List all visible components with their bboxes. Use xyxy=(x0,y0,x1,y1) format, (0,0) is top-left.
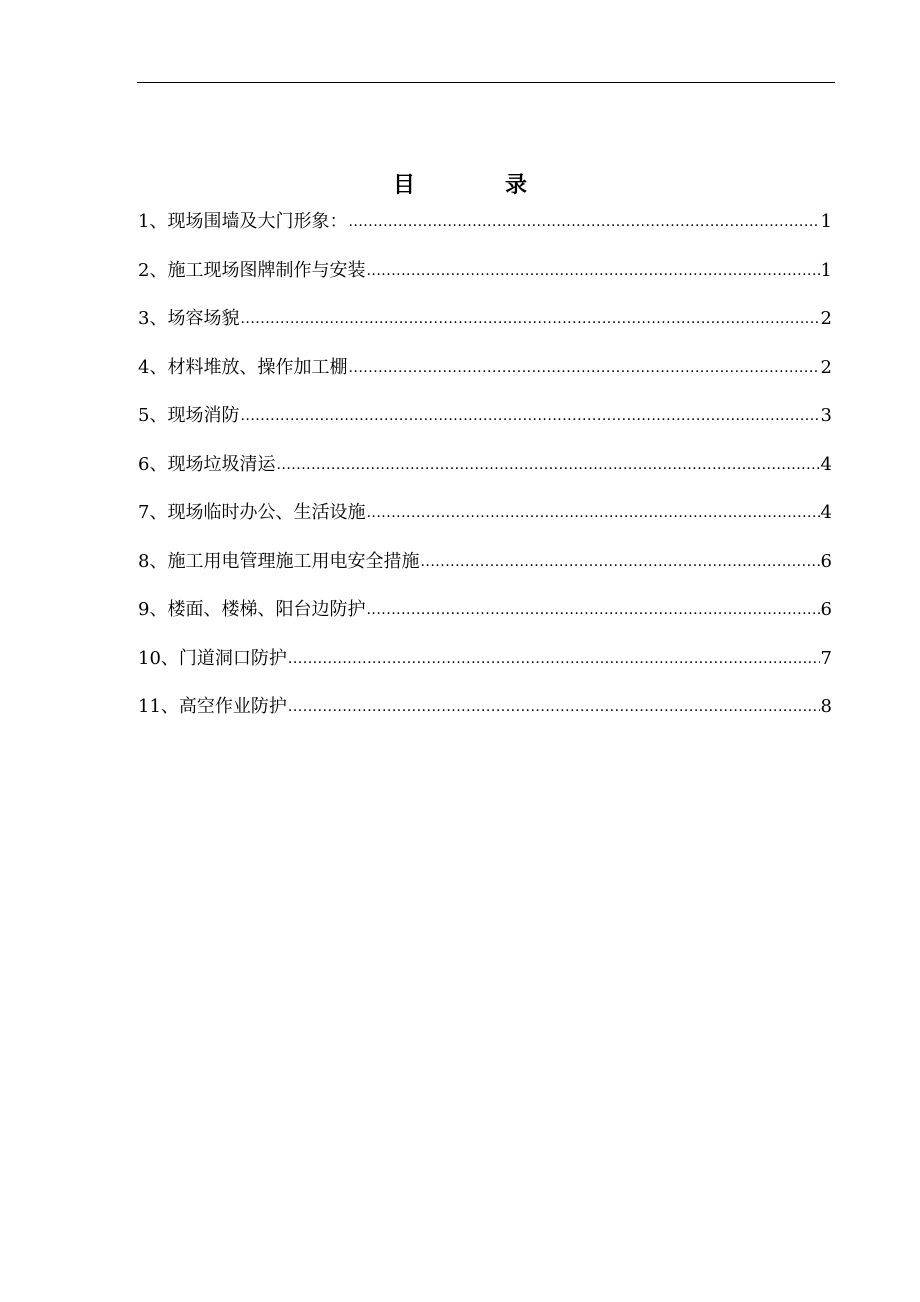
toc-entry-page: 4 xyxy=(820,453,832,475)
toc-entry-text: 6、现场垃圾清运 xyxy=(138,453,276,475)
toc-leader-dots xyxy=(288,641,820,676)
toc-leader-dots xyxy=(288,689,820,724)
toc-entry-page: 6 xyxy=(820,599,832,620)
toc-entry[interactable] xyxy=(138,288,832,337)
toc-entry[interactable] xyxy=(138,531,832,580)
toc-leader-dots xyxy=(276,447,819,482)
toc-entry[interactable] xyxy=(138,434,832,483)
toc-entry-page: 4 xyxy=(820,502,832,523)
toc-leader-dots xyxy=(348,350,819,385)
toc-entry[interactable] xyxy=(138,191,832,240)
toc-entry[interactable] xyxy=(138,628,832,677)
toc-entry-page: 2 xyxy=(820,356,832,378)
toc-entry-text: 5、现场消防 xyxy=(138,405,240,426)
toc-entry-text: 10、门道洞口防护 xyxy=(138,647,287,669)
toc-entry-text: 9、楼面、楼梯、阳台边防护 xyxy=(138,599,366,620)
toc-entry-page: 1 xyxy=(820,259,832,281)
toc-entry-page: 6 xyxy=(820,550,832,572)
toc-entry[interactable] xyxy=(138,676,832,725)
toc-entry[interactable] xyxy=(138,240,832,289)
toc-entry-text: 1、现场围墙及大门形象： xyxy=(138,211,348,232)
toc-entry-text: 7、现场临时办公、生活设施 xyxy=(138,502,366,523)
toc-entry[interactable] xyxy=(138,579,832,628)
header-rule xyxy=(137,82,835,83)
toc-entry-text: 8、施工用电管理施工用电安全措施 xyxy=(138,550,420,572)
toc-entry-text: 2、施工现场图牌制作与安装 xyxy=(138,259,366,281)
toc-entry-text: 11、高空作业防护 xyxy=(138,696,287,717)
toc-entry-text: 4、材料堆放、操作加工棚 xyxy=(138,356,348,378)
toc-leader-dots xyxy=(348,204,819,239)
toc-leader-dots xyxy=(240,398,819,433)
toc-entry-page: 7 xyxy=(820,647,832,669)
toc-leader-dots xyxy=(366,253,819,288)
toc-entry-page: 8 xyxy=(820,696,832,717)
toc-list xyxy=(138,191,832,725)
toc-entry-text: 3、场容场貌 xyxy=(138,308,240,329)
toc-entry[interactable] xyxy=(138,385,832,434)
toc-entry[interactable] xyxy=(138,482,832,531)
toc-leader-dots xyxy=(240,301,819,336)
toc-entry-page: 1 xyxy=(820,211,832,232)
toc-leader-dots xyxy=(420,544,819,579)
toc-title: 目 录 xyxy=(392,172,561,198)
toc-leader-dots xyxy=(366,495,819,530)
toc-leader-dots xyxy=(366,592,819,627)
toc-entry[interactable] xyxy=(138,337,832,386)
toc-entry-page: 3 xyxy=(820,405,832,426)
toc-entry-page: 2 xyxy=(820,308,832,329)
